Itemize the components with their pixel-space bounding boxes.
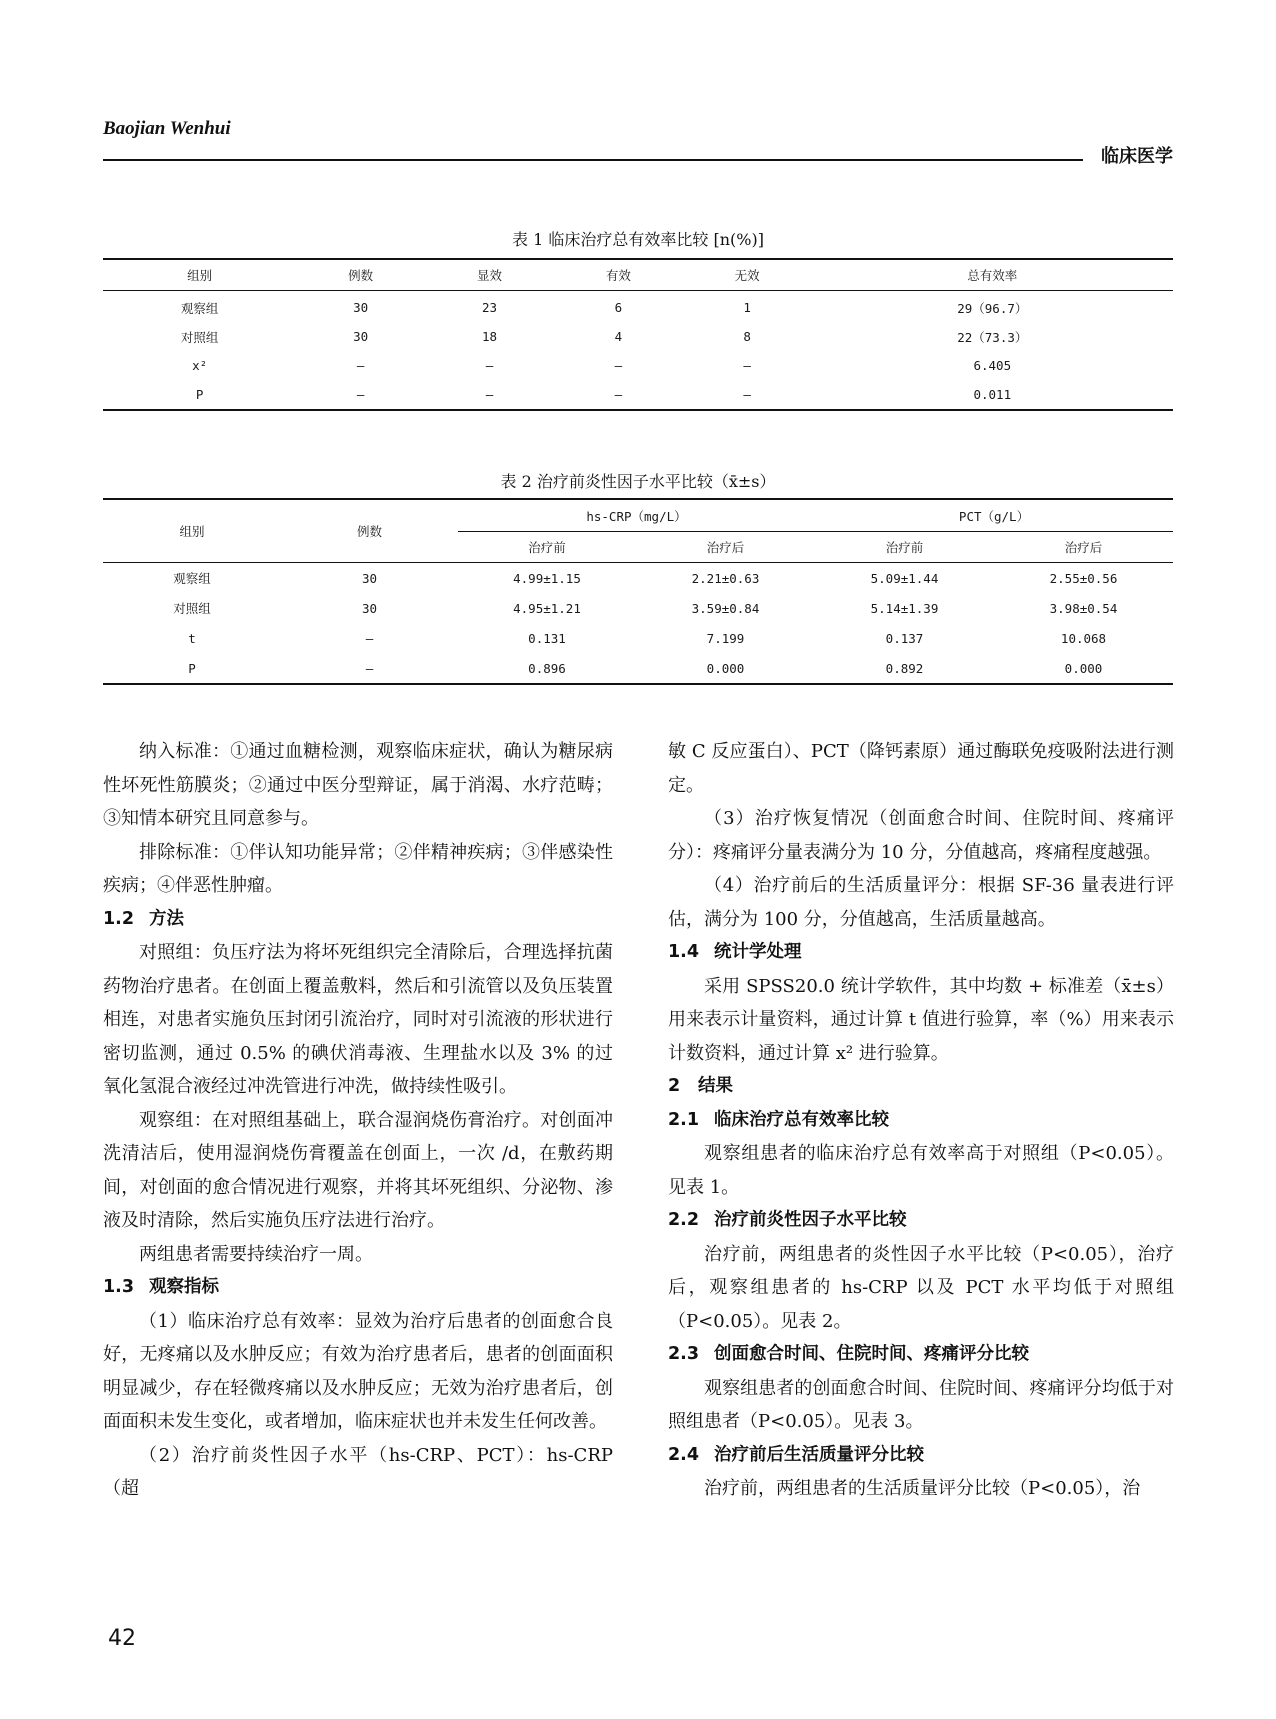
paragraph: 治疗前，两组患者的生活质量评分比较（P<0.05），治 xyxy=(704,1478,1141,1499)
table2-header-cell: 治疗后 xyxy=(994,532,1173,563)
table-cell: 7.199 xyxy=(706,630,745,646)
table-cell: – xyxy=(485,358,494,373)
paragraph: 观察组：在对照组基础上，联合湿润烧伤膏治疗。对创面冲洗清洁后，使用湿润烧伤膏覆盖在创面上，一次 /d，在敷药期间，对创面的愈合情况进行观察，并将其坏死组织、分泌物、渗液及时清除，然后实施负压疗法进行治疗。 xyxy=(103,1109,613,1231)
heading-number: 2.1 xyxy=(668,1109,700,1130)
section-heading xyxy=(668,1338,1174,1372)
paragraph: 排除标准：①伴认知功能异常；②伴精神疾病；③伴感染性疾病；④伴恶性肿瘤。 xyxy=(103,841,613,896)
table-cell: 0.137 xyxy=(885,630,924,646)
header-rule xyxy=(103,159,1083,161)
table-cell: 0.896 xyxy=(458,653,636,684)
heading-text: 观察指标 xyxy=(149,1277,219,1297)
heading-number: 1.3 xyxy=(103,1277,135,1297)
table-row xyxy=(103,291,1173,323)
section-heading xyxy=(668,1104,1174,1138)
heading-text: 方法 xyxy=(149,908,184,929)
table-cell: 0.892 xyxy=(815,653,994,684)
table-cell: – xyxy=(425,380,554,410)
paragraph: （1）临床治疗总有效率：显效为治疗后患者的创面愈合良好，无疼痛以及水肿反应；有效为治疗患者后，患者的创面面积明显减少，存在轻微疼痛以及水肿反应；无效为治疗患者后，创面面积未发生变化，或者增加，临床症状也并未发生任何改善。 xyxy=(103,1310,613,1432)
table-row xyxy=(103,593,1173,623)
table2-header-cell: 治疗前 xyxy=(815,532,994,563)
table-row xyxy=(103,653,1173,684)
table-cell: 30 xyxy=(361,600,378,616)
table-cell: 3.59±0.84 xyxy=(691,600,760,616)
table1-header-cell: 组别 xyxy=(103,259,296,291)
table-cell: 2.21±0.63 xyxy=(691,570,760,586)
paragraph: 观察组患者的创面愈合时间、住院时间、疼痛评分均低于对照组患者（P<0.05）。见表 3。 xyxy=(668,1377,1174,1432)
table-cell: 6.405 xyxy=(973,358,1012,373)
heading-text: 临床治疗总有效率比较 xyxy=(714,1109,889,1130)
table-row xyxy=(103,623,1173,653)
table-cell: P xyxy=(103,653,281,684)
table-cell: 4.99±1.15 xyxy=(513,570,581,586)
table-cell: – xyxy=(614,358,623,373)
heading-text: 创面愈合时间、住院时间、疼痛评分比较 xyxy=(714,1344,1029,1364)
table-cell: 0.000 xyxy=(636,653,815,684)
section-heading xyxy=(103,903,613,937)
heading-number: 1.2 xyxy=(103,908,135,929)
table2-header-cell: 组别 xyxy=(103,499,281,563)
table1 xyxy=(103,258,1173,411)
table2 xyxy=(103,498,1173,685)
page-number: 42 xyxy=(108,1626,136,1651)
table-cell: 30 xyxy=(361,570,378,586)
heading-number: 2.4 xyxy=(668,1444,700,1465)
table-row xyxy=(103,351,1173,380)
table-cell: x² xyxy=(192,358,208,373)
heading-number: 2.3 xyxy=(668,1344,700,1364)
left-column xyxy=(103,735,613,1506)
table2-header-cell: 治疗前 xyxy=(458,532,636,563)
paragraph: （2）治疗前炎性因子水平（hs-CRP、PCT）：hs-CRP（超 xyxy=(103,1444,613,1499)
table-cell: 6 xyxy=(614,300,623,315)
table-cell: – xyxy=(743,358,751,373)
section-heading xyxy=(668,936,1174,970)
table1-header-cell: 无效 xyxy=(683,259,812,291)
table-cell: 2.55±0.56 xyxy=(1049,570,1118,586)
table2-header-cell: 例数 xyxy=(281,499,458,563)
table-cell: t xyxy=(188,630,196,646)
table-cell: 0.131 xyxy=(528,630,566,646)
table-cell: 5.09±1.44 xyxy=(870,570,939,586)
table-cell: – xyxy=(554,380,683,410)
paragraph: 治疗前，两组患者的炎性因子水平比较（P<0.05），治疗后，观察组患者的 hs-CRP 以及 PCT 水平均低于对照组（P<0.05）。见表 2。 xyxy=(668,1243,1174,1332)
paragraph: 两组患者需要持续治疗一周。 xyxy=(139,1243,373,1265)
table-cell: 4 xyxy=(614,329,623,344)
heading-number: 2 xyxy=(668,1076,681,1096)
table-cell: – xyxy=(365,630,374,646)
section-heading xyxy=(668,1070,1174,1104)
table1-header-row xyxy=(103,259,1173,291)
paragraph: 观察组患者的临床治疗总有效率高于对照组（P<0.05）。见表 1。 xyxy=(668,1143,1174,1198)
table-cell: – xyxy=(296,380,425,410)
table1-header-cell: 有效 xyxy=(554,259,683,291)
table-cell: – xyxy=(683,380,812,410)
heading-number: 2.2 xyxy=(668,1210,700,1230)
table-cell: 10.068 xyxy=(1060,630,1107,646)
table2-header-cell: 治疗后 xyxy=(636,532,815,563)
table1-header-cell: 总有效率 xyxy=(812,259,1173,291)
table-cell: 18 xyxy=(481,329,498,344)
paragraph: 敏 C 反应蛋白）、PCT（降钙素原）通过酶联免疫吸附法进行测定。 xyxy=(668,741,1174,796)
paragraph: 纳入标准：①通过血糖检测，观察临床症状，确认为糖尿病性坏死性筋膜炎；②通过中医分型辩证，属于消渴、水疗范畴；③知情本研究且同意参与。 xyxy=(103,741,613,829)
table-cell: 对照组 xyxy=(173,601,211,616)
table1-header-cell: 例数 xyxy=(296,259,425,291)
table2-caption: 表 2 治疗前炎性因子水平比较（x̄±s） xyxy=(500,472,776,491)
paragraph: （4）治疗前后的生活质量评分：根据 SF-36 量表进行评估，满分为 100 分，分值越高，生活质量越高。 xyxy=(668,875,1174,930)
table-cell: 0.011 xyxy=(812,380,1173,410)
table-cell: 30 xyxy=(353,300,369,315)
table-cell: 23 xyxy=(481,300,498,315)
section-heading xyxy=(103,1271,613,1305)
table2-header-cell: hs-CRP（mg/L） xyxy=(458,499,815,532)
table-cell: 3.98±0.54 xyxy=(1049,600,1118,616)
paragraph: （3）治疗恢复情况（创面愈合时间、住院时间、疼痛评分）：疼痛评分量表满分为 10 分，分值越高，疼痛程度越强。 xyxy=(668,808,1174,863)
paragraph: 采用 SPSS20.0 统计学软件，其中均数 + 标准差（x̄±s）用来表示计量资料，通过计算 t 值进行验算，率（%）用来表示计数资料，通过计算 x² 进行验算。 xyxy=(668,975,1174,1064)
journal-name: Baojian Wenhui xyxy=(103,118,231,139)
table-cell: – xyxy=(356,358,365,373)
section-heading xyxy=(668,1204,1174,1238)
table-cell: – xyxy=(281,653,458,684)
table-cell: 30 xyxy=(353,329,369,344)
table-cell: 8 xyxy=(743,329,751,344)
table-cell: 观察组 xyxy=(173,571,211,586)
table-row xyxy=(103,563,1173,594)
table-cell: 对照组 xyxy=(180,329,219,345)
heading-text: 结果 xyxy=(698,1076,733,1096)
table-cell: P xyxy=(103,380,296,410)
table-cell: 29（96.7） xyxy=(957,300,1028,316)
heading-text: 治疗前炎性因子水平比较 xyxy=(714,1210,907,1230)
table-cell: 观察组 xyxy=(180,300,219,316)
right-column xyxy=(668,735,1174,1506)
table1-header-cell: 显效 xyxy=(425,259,554,291)
heading-text: 治疗前后生活质量评分比较 xyxy=(714,1444,924,1465)
table-cell: 0.000 xyxy=(994,653,1173,684)
table-cell: 4.95±1.21 xyxy=(513,600,581,616)
heading-number: 1.4 xyxy=(668,942,700,962)
table-cell: 22（73.3） xyxy=(957,329,1028,345)
table2-header-row xyxy=(103,499,1173,532)
table1-caption: 表 1 临床治疗总有效率比较 [n(%)] xyxy=(512,230,764,249)
table-row xyxy=(103,380,1173,410)
heading-text: 统计学处理 xyxy=(714,942,802,962)
table-row xyxy=(103,322,1173,351)
table2-header-cell: PCT（g/L） xyxy=(815,499,1173,532)
section-tag: 临床医学 xyxy=(1101,146,1173,167)
section-heading xyxy=(668,1439,1174,1473)
table-cell: 5.14±1.39 xyxy=(870,600,939,616)
table-cell: 1 xyxy=(743,300,751,315)
paragraph: 对照组：负压疗法为将坏死组织完全清除后，合理选择抗菌药物治疗患者。在创面上覆盖敷料，然后和引流管以及负压装置相连，对患者实施负压封闭引流治疗，同时对引流液的形状进行密切监测，通过 0.5% 的碘伏消毒液、生理盐水以及 3% 的过氧化氢混合液经过冲洗管进行冲洗，做持续性吸引。 xyxy=(103,942,613,1097)
